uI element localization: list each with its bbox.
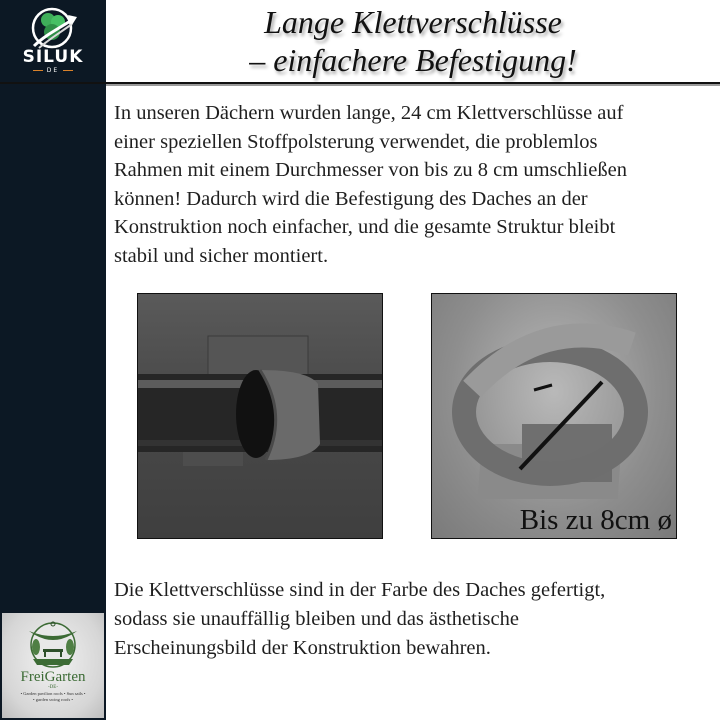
partner-tagline-1: • Garden pavilion roofs • Sun sails • [20, 691, 86, 696]
partner-sub: -DE- [48, 685, 58, 690]
outro-line: sodass sie unauffällig bleiben und das ästhetische [114, 608, 519, 630]
strap-loop-illustration [432, 294, 677, 539]
outro-line: Erscheinungsbild der Konstruktion bewahren. [114, 637, 491, 659]
freigarten-logo [2, 613, 104, 718]
photo-strap-on-frame [137, 293, 383, 539]
intro-line: Rahmen mit einem Durchmesser von bis zu 8 cm umschließen [114, 159, 627, 181]
siluk-logo [0, 0, 106, 82]
header-divider-shadow [106, 84, 720, 86]
sidebar [0, 0, 106, 720]
partner-name: FreiGarten [20, 669, 86, 685]
clover-arrow-icon [26, 6, 80, 50]
brand-name: SILUK [22, 47, 84, 67]
intro-line: einer speziellen Stoffpolsterung verwendet, die problemlos [114, 130, 598, 153]
garden-pavilion-icon [25, 619, 81, 669]
photo-strap-diameter [431, 293, 677, 539]
strap-on-bar-illustration [138, 294, 383, 539]
brand-sub [33, 67, 73, 74]
partner-tagline-2: • garden swing roofs • [33, 697, 73, 702]
outro-paragraph [114, 576, 714, 663]
page-title [106, 0, 720, 82]
divider [33, 70, 43, 72]
title-line-1: Lange Klettverschlüsse [264, 4, 562, 40]
diameter-caption: Bis zu 8cm ø [519, 504, 672, 536]
intro-line: Konstruktion noch einfacher, und die gesamte Struktur bleibt [114, 216, 616, 238]
intro-line: können! Dadurch wird die Befestigung des Daches an der [114, 187, 588, 210]
intro-line: stabil und sicher montiert. [114, 244, 329, 267]
divider [63, 70, 73, 72]
intro-paragraph [114, 99, 714, 270]
intro-line: In unseren Dächern wurden lange, 24 cm Klettverschlüsse auf [114, 102, 624, 124]
brand-sub-text: DE [46, 67, 60, 74]
title-line-2: – einfachere Befestigung! [249, 42, 577, 78]
outro-line: Die Klettverschlüsse sind in der Farbe des Daches gefertigt, [114, 579, 606, 601]
